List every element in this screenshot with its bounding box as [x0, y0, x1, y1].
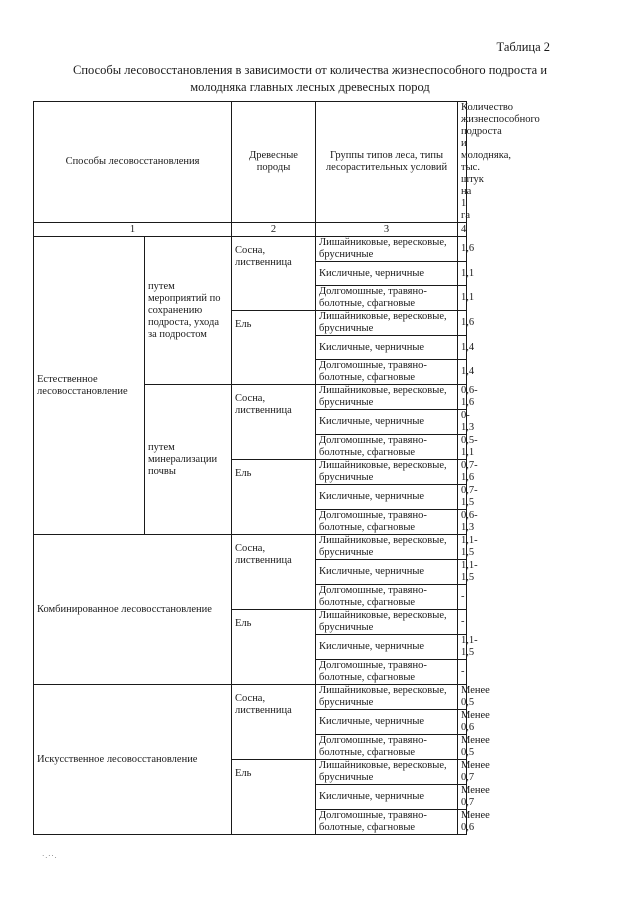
forest-type-cell: Лишайниковые, вересковые, брусничные — [316, 311, 458, 336]
forest-type-cell: Кисличные, черничные — [316, 410, 458, 435]
forest-type-cell: Лишайниковые, вересковые, брусничные — [316, 610, 458, 635]
header-forest-types: Группы типов леса, типы лесорастительных условий — [316, 102, 458, 223]
table-row — [34, 237, 467, 262]
forest-type-cell: Лишайниковые, вересковые, брусничные — [316, 760, 458, 785]
forest-type-cell: Долгомошные, травяно-болотные, сфагновые — [316, 585, 458, 610]
submethod-mineral: путем минерализации почвы — [145, 385, 232, 535]
forest-type-cell: Долгомошные, травяно-болотные, сфагновые — [316, 735, 458, 760]
species-spruce: Ель — [232, 610, 316, 685]
forest-type-cell: Долгомошные, травяно-болотные, сфагновые — [316, 510, 458, 535]
forest-type-cell: Кисличные, черничные — [316, 635, 458, 660]
quantity-cell: - — [458, 585, 467, 610]
forest-type-cell: Долгомошные, травяно-болотные, сфагновые — [316, 360, 458, 385]
quantity-cell: 1,1 — [458, 286, 467, 311]
method-natural: Естественное лесовосстановление — [34, 237, 145, 535]
method-combined: Комбинированное лесовосстановление — [34, 535, 232, 685]
header-row — [34, 102, 467, 223]
header-methods: Способы лесовосстановления — [34, 102, 232, 223]
column-number: 2 — [232, 223, 316, 237]
forest-type-cell: Долгомошные, травяно-болотные, сфагновые — [316, 810, 458, 835]
forest-type-cell: Лишайниковые, вересковые, брусничные — [316, 385, 458, 410]
header-species: Древесные породы — [232, 102, 316, 223]
title-line-2: молодняка главных лесных древесных пород — [190, 80, 430, 94]
quantity-cell: Менее 0,6 — [458, 710, 467, 735]
quantity-cell: Менее 0,7 — [458, 760, 467, 785]
quantity-cell: 1,6 — [458, 311, 467, 336]
forest-type-cell: Лишайниковые, вересковые, брусничные — [316, 535, 458, 560]
header-quantity: Количество жизнеспособного подроста и молодняка, тыс. штук на 1 га — [458, 102, 467, 223]
quantity-cell: 0,5-1,1 — [458, 435, 467, 460]
column-number: 4 — [458, 223, 467, 237]
forest-type-cell: Долгомошные, травяно-болотные, сфагновые — [316, 435, 458, 460]
forest-type-cell: Кисличные, черничные — [316, 336, 458, 360]
quantity-cell: 0,6-1,6 — [458, 385, 467, 410]
quantity-cell: - — [458, 660, 467, 685]
species-spruce: Ель — [232, 311, 316, 385]
forest-type-cell: Лишайниковые, вересковые, брусничные — [316, 460, 458, 485]
column-number: 3 — [316, 223, 458, 237]
quantity-cell: Менее 0,6 — [458, 810, 467, 835]
quantity-cell: 0,6-1,3 — [458, 510, 467, 535]
forest-type-cell: Кисличные, черничные — [316, 710, 458, 735]
species-pine: Сосна, лиственница — [232, 535, 316, 610]
forest-type-cell: Кисличные, черничные — [316, 560, 458, 585]
quantity-cell: 1,4 — [458, 336, 467, 360]
quantity-cell: 0,7-1,6 — [458, 460, 467, 485]
quantity-cell: - — [458, 610, 467, 635]
scan-mark: ·.··. — [42, 852, 58, 860]
title-line-1: Способы лесовосстановления в зависимости от количества жизнеспособного подроста и — [72, 63, 548, 77]
column-number: 1 — [34, 223, 232, 237]
column-number-row — [34, 223, 467, 237]
quantity-cell: 1,6 — [458, 237, 467, 262]
species-pine: Сосна, лиственница — [232, 237, 316, 311]
reforestation-table — [33, 101, 540, 835]
species-pine: Сосна, лиственница — [232, 685, 316, 760]
forest-type-cell: Кисличные, черничные — [316, 262, 458, 286]
quantity-cell: 0-1,3 — [458, 410, 467, 435]
species-pine: Сосна, лиственница — [232, 385, 316, 460]
quantity-cell: 1,1 — [458, 262, 467, 286]
table-title — [30, 62, 590, 96]
quantity-cell: 1,1-1,5 — [458, 635, 467, 660]
species-spruce: Ель — [232, 460, 316, 535]
quantity-cell: Менее 0,7 — [458, 785, 467, 810]
method-artificial: Искусственное лесовосстановление — [34, 685, 232, 835]
species-spruce: Ель — [232, 760, 316, 835]
quantity-cell: 0,7-1,5 — [458, 485, 467, 510]
quantity-cell: 1,4 — [458, 360, 467, 385]
quantity-cell: 1,1-1,5 — [458, 560, 467, 585]
quantity-cell: Менее 0,5 — [458, 685, 467, 710]
forest-type-cell: Лишайниковые, вересковые, брусничные — [316, 237, 458, 262]
quantity-cell: Менее 0,5 — [458, 735, 467, 760]
table-number: Таблица 2 — [496, 40, 550, 54]
quantity-cell: 1,1-1,5 — [458, 535, 467, 560]
forest-type-cell: Кисличные, черничные — [316, 785, 458, 810]
table-row — [34, 535, 467, 560]
forest-type-cell: Кисличные, черничные — [316, 485, 458, 510]
submethod-preserve: путем мероприятий по сохранению подроста, ухода за подростом — [145, 237, 232, 385]
forest-type-cell: Долгомошные, травяно-болотные, сфагновые — [316, 660, 458, 685]
table-row — [34, 685, 467, 710]
forest-type-cell: Долгомошные, травяно-болотные, сфагновые — [316, 286, 458, 311]
forest-type-cell: Лишайниковые, вересковые, брусничные — [316, 685, 458, 710]
